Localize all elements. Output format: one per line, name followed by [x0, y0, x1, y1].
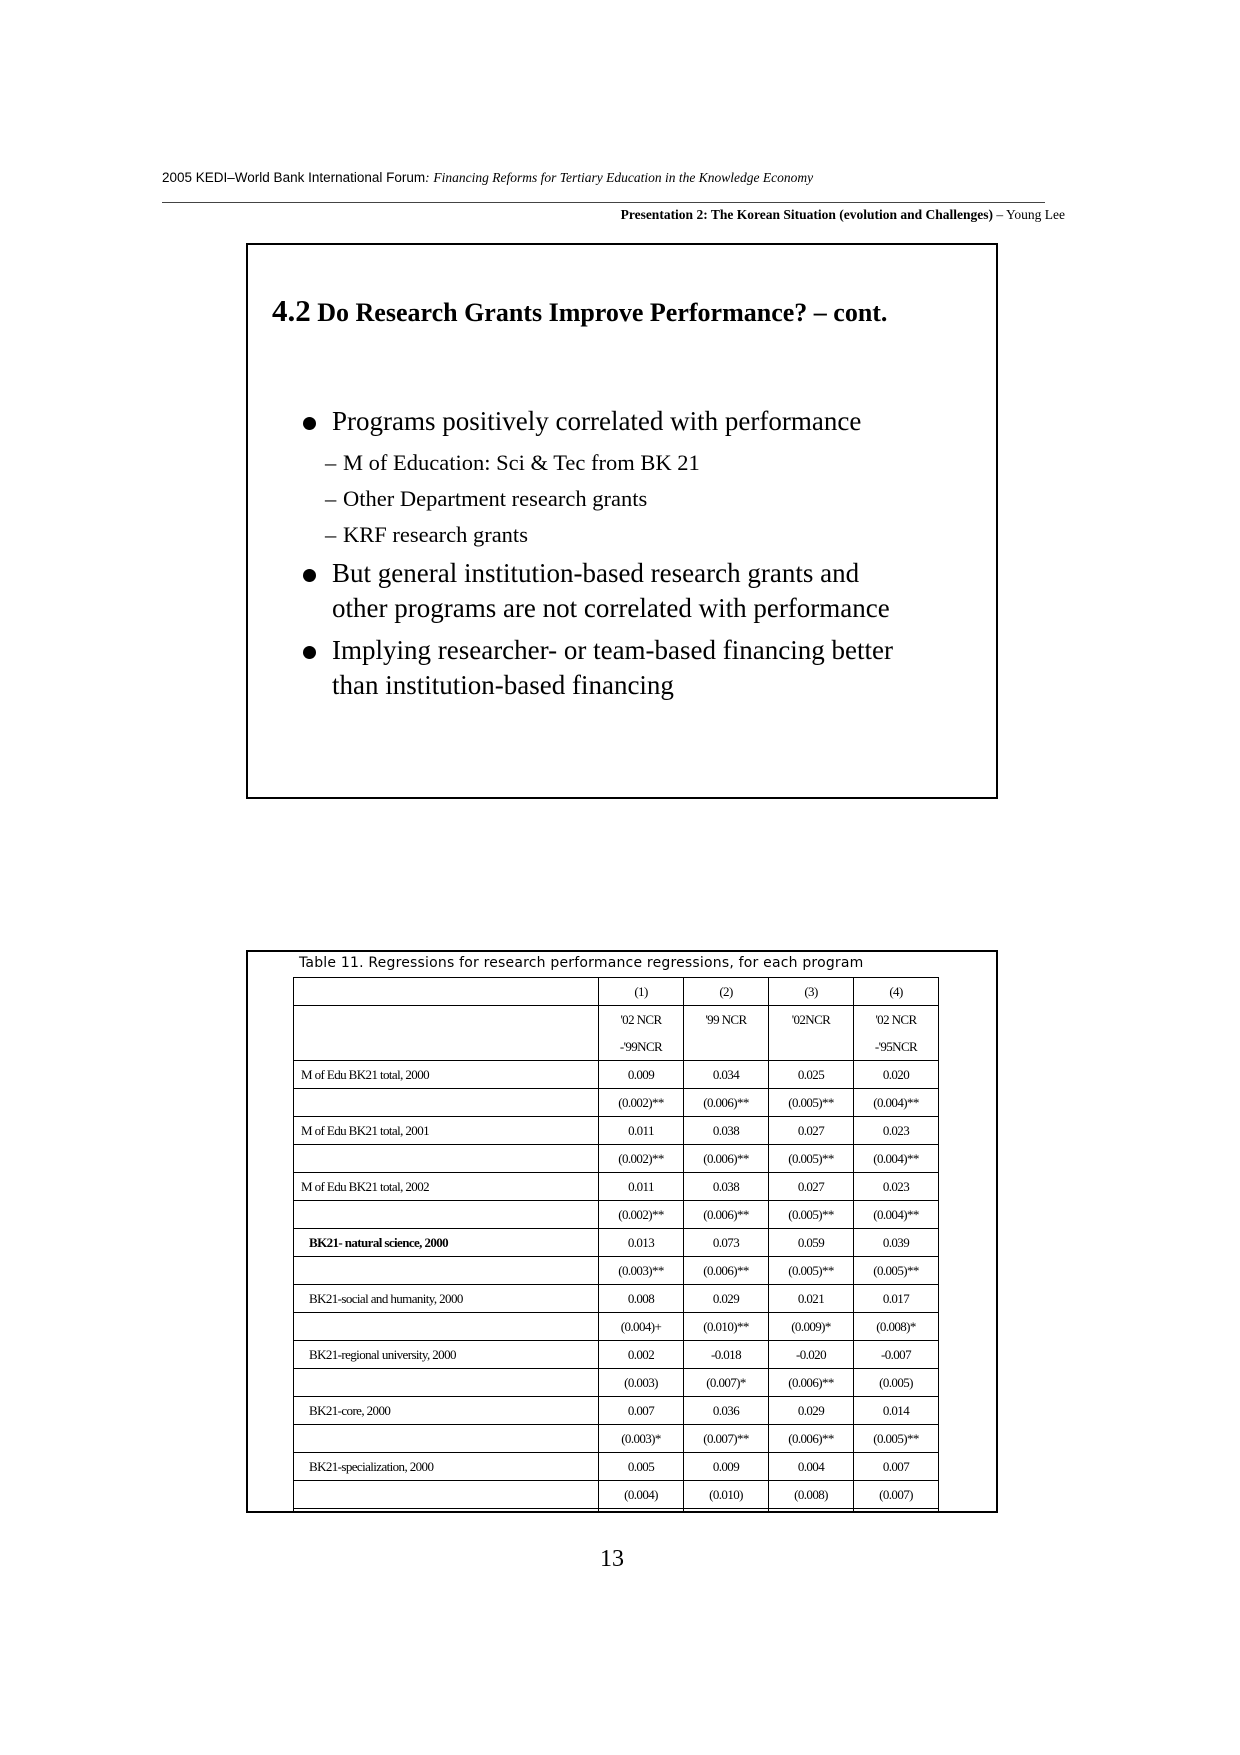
dependent-variable [599, 1006, 684, 1061]
dependent-variable [854, 1006, 939, 1061]
column-number: (1) [599, 978, 684, 1006]
table-row-coefficients [294, 1173, 939, 1201]
table-row-standard-errors [294, 1481, 939, 1509]
cutoff-cell [769, 1509, 854, 1512]
column-number: (2) [684, 978, 769, 1006]
sub-bullet-text: Other Department research grants [343, 486, 648, 511]
table-row-standard-errors [294, 1257, 939, 1285]
coefficient-cell: 0.036 [684, 1397, 769, 1425]
dependent-line [684, 1033, 768, 1060]
coefficient-cell: 0.034 [684, 1061, 769, 1089]
bullet-text: Implying researcher- or team-based financing better [332, 635, 893, 665]
column-number: (3) [769, 978, 854, 1006]
coefficient-cell: 0.021 [769, 1285, 854, 1313]
variable-label: M of Edu BK21 total, 2002 [294, 1173, 599, 1201]
coefficient-cell: 0.023 [854, 1117, 939, 1145]
empty-label-cell [294, 1201, 599, 1229]
variable-label: BK21-regional university, 2000 [294, 1341, 599, 1369]
cutoff-cell [684, 1509, 769, 1512]
standard-error-cell: (0.004)** [854, 1145, 939, 1173]
coefficient-cell: 0.027 [769, 1117, 854, 1145]
standard-error-cell: (0.003) [599, 1369, 684, 1397]
standard-error-cell: (0.006)** [684, 1257, 769, 1285]
standard-error-cell: (0.008) [769, 1481, 854, 1509]
bullet-dot-icon [303, 646, 316, 659]
table-row-coefficients [294, 1285, 939, 1313]
coefficient-cell: 0.025 [769, 1061, 854, 1089]
coefficient-cell: 0.002 [599, 1341, 684, 1369]
standard-error-cell: (0.005)** [769, 1145, 854, 1173]
coefficient-cell: 0.027 [769, 1173, 854, 1201]
empty-label-cell [294, 1089, 599, 1117]
coefficient-cell: -0.020 [769, 1341, 854, 1369]
coefficient-cell: 0.011 [599, 1173, 684, 1201]
coefficient-cell: -0.018 [684, 1341, 769, 1369]
empty-label-cell [294, 1425, 599, 1453]
coefficient-cell: 0.009 [599, 1061, 684, 1089]
standard-error-cell: (0.003)* [599, 1425, 684, 1453]
header-rule [162, 202, 1045, 203]
variable-label: BK21-social and humanity, 2000 [294, 1285, 599, 1313]
header-row-numbers [294, 978, 939, 1006]
standard-error-cell: (0.010)** [684, 1313, 769, 1341]
standard-error-cell: (0.007) [854, 1481, 939, 1509]
variable-label: BK21-specialization, 2000 [294, 1453, 599, 1481]
header-empty-cell [294, 1006, 599, 1061]
dash-icon: – [325, 450, 337, 475]
table-row-coefficients [294, 1117, 939, 1145]
cutoff-cell [599, 1509, 684, 1512]
coefficient-cell: 0.009 [684, 1453, 769, 1481]
variable-label: BK21- natural science, 2000 [294, 1229, 599, 1257]
coefficient-cell: -0.007 [854, 1341, 939, 1369]
coefficient-cell: 0.038 [684, 1117, 769, 1145]
table-caption: Table 11. Regressions for research performance regressions, for each program [299, 955, 864, 971]
slide-title [272, 293, 887, 329]
coefficient-cell: 0.013 [599, 1229, 684, 1257]
table-row-standard-errors [294, 1089, 939, 1117]
cutoff-cell [854, 1509, 939, 1512]
standard-error-cell: (0.005)** [854, 1425, 939, 1453]
standard-error-cell: (0.006)** [769, 1425, 854, 1453]
table-row-standard-errors [294, 1145, 939, 1173]
sub-bullet-text: M of Education: Sci & Tec from BK 21 [343, 450, 700, 475]
variable-label: M of Edu BK21 total, 2001 [294, 1117, 599, 1145]
standard-error-cell: (0.005)** [769, 1089, 854, 1117]
slide-title-text: Do Research Grants Improve Performance? – cont. [310, 298, 888, 327]
table-row-cutoff [294, 1509, 939, 1512]
column-number: (4) [854, 978, 939, 1006]
table-row-coefficients [294, 1453, 939, 1481]
coefficient-cell: 0.011 [599, 1117, 684, 1145]
empty-label-cell [294, 1257, 599, 1285]
empty-label-cell [294, 1145, 599, 1173]
presentation-author: – Young Lee [992, 207, 1065, 222]
coefficient-cell: 0.020 [854, 1061, 939, 1089]
coefficient-cell: 0.073 [684, 1229, 769, 1257]
dependent-line: -'95NCR [874, 1039, 918, 1054]
standard-error-cell: (0.006)** [684, 1201, 769, 1229]
dependent-line: '02 NCR [620, 1012, 662, 1027]
header-row-dependent [294, 1006, 939, 1061]
standard-error-cell: (0.008)* [854, 1313, 939, 1341]
dependent-line: -'99NCR [619, 1039, 663, 1054]
table-row-coefficients [294, 1341, 939, 1369]
table-row-coefficients [294, 1229, 939, 1257]
bullet-text-continued: than institution-based financing [332, 670, 674, 700]
regression-table [293, 977, 939, 1511]
standard-error-cell: (0.009)* [769, 1313, 854, 1341]
empty-label-cell [294, 1369, 599, 1397]
forum-name: 2005 KEDI–World Bank International Forum [162, 170, 426, 185]
coefficient-cell: 0.023 [854, 1173, 939, 1201]
header-empty-cell [294, 978, 599, 1006]
coefficient-cell: 0.039 [854, 1229, 939, 1257]
running-header [162, 170, 813, 186]
coefficient-cell: 0.017 [854, 1285, 939, 1313]
bullet-dot-icon [303, 417, 316, 430]
coefficient-cell: 0.014 [854, 1397, 939, 1425]
standard-error-cell: (0.006)** [769, 1369, 854, 1397]
cutoff-cell [294, 1509, 599, 1512]
standard-error-cell: (0.004)** [854, 1089, 939, 1117]
forum-separator: : [425, 170, 430, 185]
empty-label-cell [294, 1481, 599, 1509]
sub-bullet-text: KRF research grants [343, 522, 528, 547]
standard-error-cell: (0.005)** [769, 1257, 854, 1285]
forum-subtitle: Financing Reforms for Tertiary Education in the Knowledge Economy [433, 170, 814, 185]
page-number: 13 [600, 1546, 624, 1572]
standard-error-cell: (0.002)** [599, 1145, 684, 1173]
standard-error-cell: (0.005)** [769, 1201, 854, 1229]
standard-error-cell: (0.002)** [599, 1089, 684, 1117]
bullet-text-continued: other programs are not correlated with performance [332, 593, 890, 623]
empty-label-cell [294, 1313, 599, 1341]
standard-error-cell: (0.002)** [599, 1201, 684, 1229]
standard-error-cell: (0.004)+ [599, 1313, 684, 1341]
bullet-text: But general institution-based research grants and [332, 558, 860, 588]
presentation-header [621, 207, 1065, 223]
coefficient-cell: 0.059 [769, 1229, 854, 1257]
dash-icon: – [325, 486, 337, 511]
standard-error-cell: (0.007)** [684, 1425, 769, 1453]
table-row-standard-errors [294, 1313, 939, 1341]
dependent-line: '02NCR [791, 1012, 831, 1027]
standard-error-cell: (0.007)* [684, 1369, 769, 1397]
coefficient-cell: 0.029 [684, 1285, 769, 1313]
dependent-line: '02 NCR [875, 1012, 917, 1027]
coefficient-cell: 0.007 [599, 1397, 684, 1425]
dependent-line: '99 NCR [705, 1012, 747, 1027]
standard-error-cell: (0.005)** [854, 1257, 939, 1285]
coefficient-cell: 0.004 [769, 1453, 854, 1481]
dependent-variable [684, 1006, 769, 1061]
variable-label: M of Edu BK21 total, 2000 [294, 1061, 599, 1089]
presentation-title: Presentation 2: The Korean Situation (evolution and Challenges) [620, 207, 993, 222]
table-row-standard-errors [294, 1201, 939, 1229]
table-row-coefficients [294, 1061, 939, 1089]
bullet-text: Programs positively correlated with performance [332, 406, 862, 436]
table-row-coefficients [294, 1397, 939, 1425]
variable-label: BK21-core, 2000 [294, 1397, 599, 1425]
coefficient-cell: 0.005 [599, 1453, 684, 1481]
standard-error-cell: (0.004)** [854, 1201, 939, 1229]
dash-icon: – [325, 522, 337, 547]
standard-error-cell: (0.010) [684, 1481, 769, 1509]
coefficient-cell: 0.008 [599, 1285, 684, 1313]
bullet-dot-icon [303, 569, 316, 582]
standard-error-cell: (0.006)** [684, 1145, 769, 1173]
coefficient-cell: 0.029 [769, 1397, 854, 1425]
standard-error-cell: (0.006)** [684, 1089, 769, 1117]
slide-title-number: 4.2 [272, 293, 311, 328]
standard-error-cell: (0.003)** [599, 1257, 684, 1285]
coefficient-cell: 0.007 [854, 1453, 939, 1481]
dependent-line [769, 1033, 853, 1060]
coefficient-cell: 0.038 [684, 1173, 769, 1201]
standard-error-cell: (0.005) [854, 1369, 939, 1397]
table-row-standard-errors [294, 1425, 939, 1453]
dependent-variable [769, 1006, 854, 1061]
standard-error-cell: (0.004) [599, 1481, 684, 1509]
table-row-standard-errors [294, 1369, 939, 1397]
